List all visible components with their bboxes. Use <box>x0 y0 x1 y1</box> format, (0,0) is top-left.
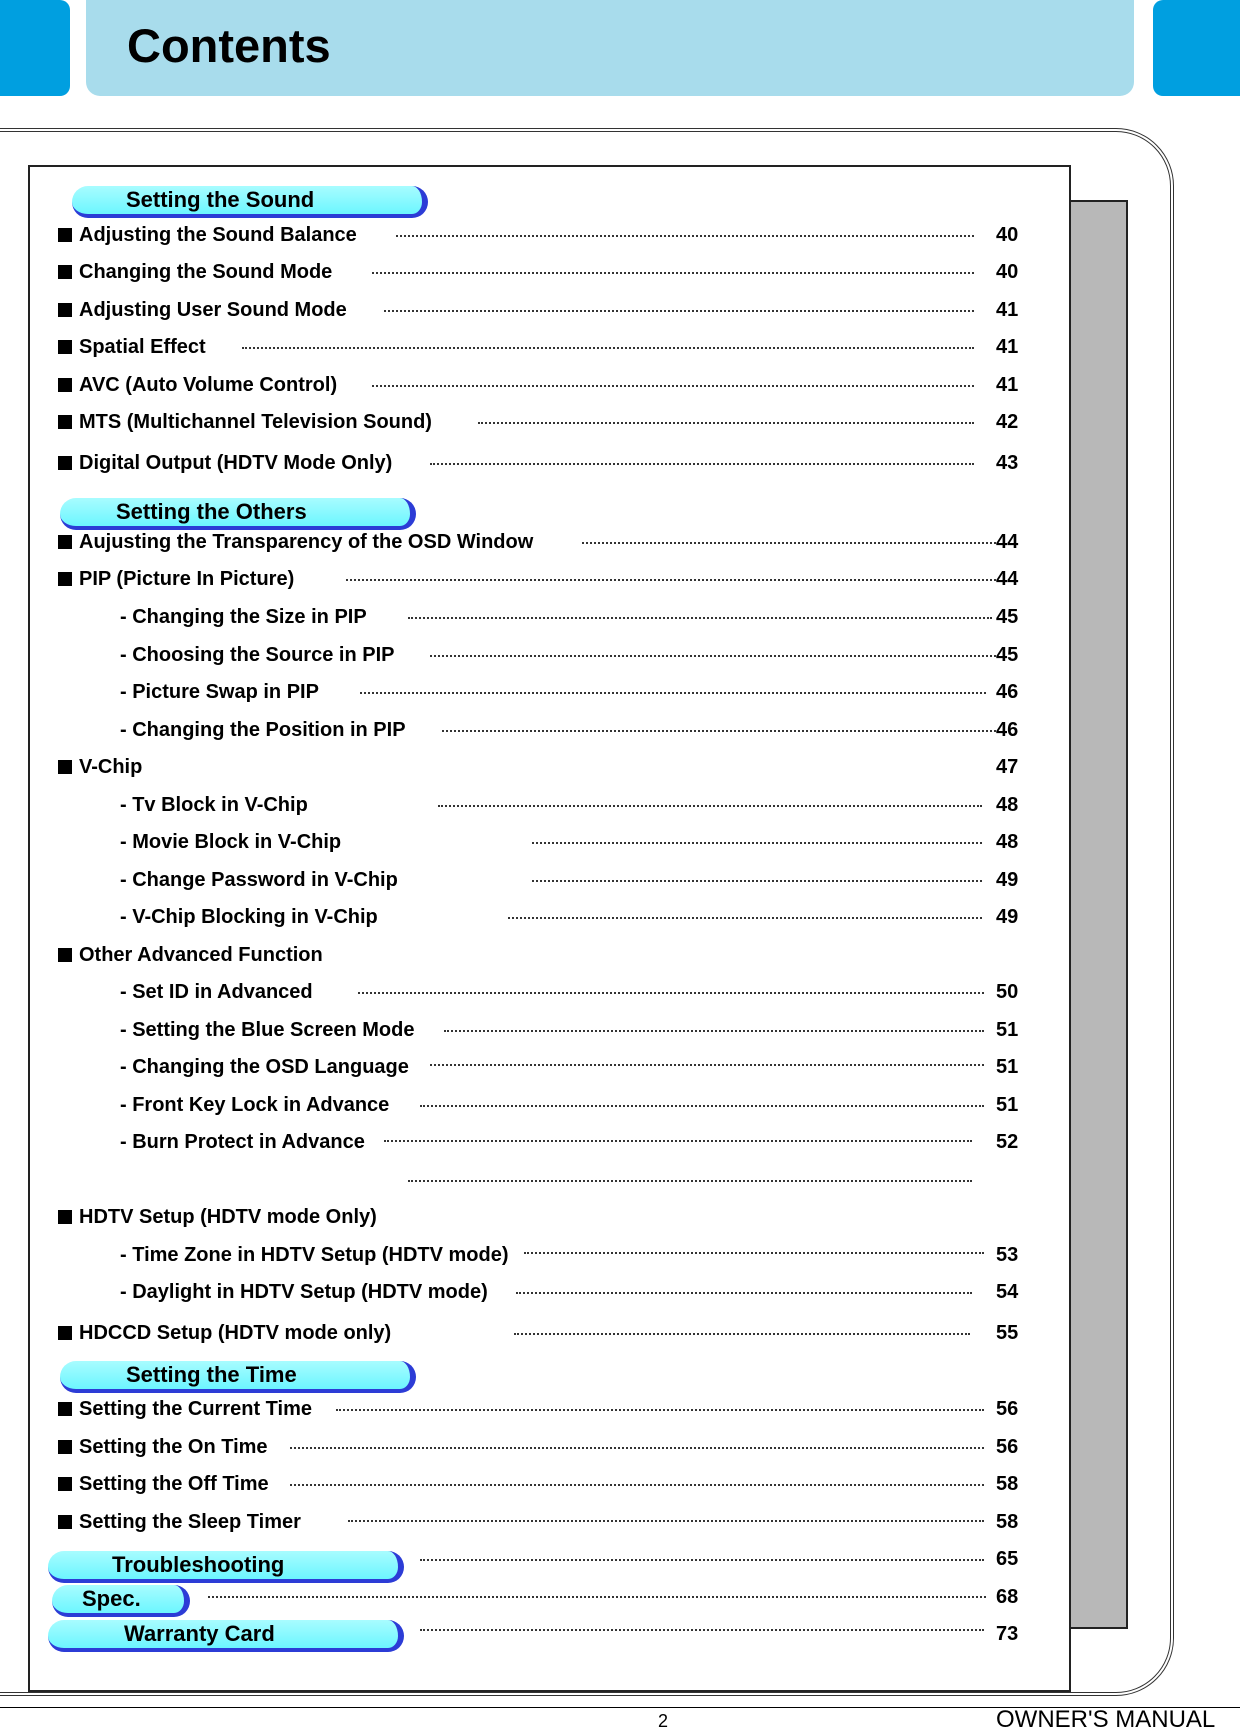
bullet-square <box>58 1402 72 1416</box>
dot-leader <box>420 1559 984 1561</box>
toc-entry[interactable]: AVC (Auto Volume Control) <box>58 373 337 397</box>
page-number: 51 <box>996 1019 1019 1041</box>
bullet-square <box>58 535 72 549</box>
toc-subentry[interactable]: - Change Password in V-Chip <box>120 869 398 891</box>
section-title: Troubleshooting <box>112 1552 285 1577</box>
toc-entry[interactable]: Spatial Effect <box>58 335 206 359</box>
page-number: 47 <box>996 756 1019 778</box>
toc-subentry[interactable]: - Time Zone in HDTV Setup (HDTV mode) <box>120 1244 509 1266</box>
dot-leader <box>372 272 974 274</box>
toc-subentry[interactable]: - Front Key Lock in Advance <box>120 1094 390 1116</box>
dot-leader <box>396 235 974 237</box>
page-number: 51 <box>996 1094 1019 1116</box>
page-number: 44 <box>996 568 1019 590</box>
toc-entry[interactable]: Setting the On Time <box>58 1435 268 1459</box>
section-header-warranty[interactable] <box>48 1620 404 1652</box>
toc-entry[interactable]: V-Chip <box>58 755 142 779</box>
dot-leader <box>524 1252 984 1254</box>
bullet-square <box>58 456 72 470</box>
page-title: Contents <box>127 19 331 72</box>
toc-entry[interactable]: HDCCD Setup (HDTV mode only) <box>58 1321 391 1345</box>
toc-subentry[interactable]: - Burn Protect in Advance <box>120 1131 365 1153</box>
page-number: 48 <box>996 794 1019 816</box>
dot-leader <box>358 992 984 994</box>
toc-entry[interactable]: Setting the Current Time <box>58 1397 312 1421</box>
dot-leader <box>430 655 996 657</box>
section-title: Warranty Card <box>124 1621 275 1646</box>
dot-leader <box>442 730 996 732</box>
bullet-square <box>58 303 72 317</box>
bullet-square <box>58 1477 72 1491</box>
dot-leader <box>408 1180 972 1182</box>
toc-subentry[interactable]: - Changing the Position in PIP <box>120 719 406 741</box>
dot-leader <box>290 1447 984 1449</box>
toc-subentry[interactable]: - Choosing the Source in PIP <box>120 644 395 666</box>
dot-leader <box>348 1520 984 1522</box>
dot-leader <box>408 617 992 619</box>
page-number: 41 <box>996 299 1019 321</box>
section-title: Spec. <box>82 1586 141 1611</box>
section-title: Setting the Sound <box>126 187 315 212</box>
dot-leader <box>420 1105 984 1107</box>
page-number: 41 <box>996 374 1019 396</box>
page-number: 46 <box>996 719 1019 741</box>
dot-leader <box>372 385 974 387</box>
page-number: 49 <box>996 906 1019 928</box>
toc-subentry[interactable]: - Setting the Blue Screen Mode <box>120 1019 415 1041</box>
dot-leader <box>360 692 986 694</box>
bullet-square <box>58 378 72 392</box>
bullet-square <box>58 1440 72 1454</box>
page-number: 43 <box>996 452 1019 474</box>
section-header-spec[interactable] <box>52 1585 190 1617</box>
dot-leader <box>336 1409 984 1411</box>
page-number: 41 <box>996 336 1019 358</box>
bullet-square <box>58 228 72 242</box>
page-number: 40 <box>996 224 1019 246</box>
dot-leader <box>420 1629 984 1631</box>
dot-leader <box>242 347 974 349</box>
dot-leader <box>516 1292 972 1294</box>
dot-leader <box>532 880 982 882</box>
dot-leader <box>582 542 996 544</box>
dot-leader <box>430 1064 984 1066</box>
toc-subentry[interactable]: - V-Chip Blocking in V-Chip <box>120 906 378 928</box>
dot-leader <box>384 310 974 312</box>
page-number: 49 <box>996 869 1019 891</box>
page-number: 58 <box>996 1511 1019 1533</box>
toc-entry[interactable]: Changing the Sound Mode <box>58 260 332 284</box>
page-number: 55 <box>996 1322 1019 1344</box>
section-title: Setting the Others <box>116 499 307 524</box>
toc-subentry[interactable]: - Set ID in Advanced <box>120 981 313 1003</box>
footer-manual-label: OWNER'S MANUAL <box>996 1706 1216 1733</box>
toc-entry[interactable]: Setting the Off Time <box>58 1472 269 1496</box>
bullet-square <box>58 1326 72 1340</box>
page-number: 51 <box>996 1056 1019 1078</box>
bullet-square <box>58 1210 72 1224</box>
dot-leader <box>438 805 982 807</box>
toc-entry[interactable]: Digital Output (HDTV Mode Only) <box>58 451 392 475</box>
toc-entry[interactable]: Other Advanced Function <box>58 943 323 967</box>
bullet-square <box>58 760 72 774</box>
page-number: 56 <box>996 1398 1019 1420</box>
toc-entry[interactable]: Adjusting User Sound Mode <box>58 298 347 322</box>
section-title: Setting the Time <box>126 1362 297 1387</box>
page-number: 54 <box>996 1281 1019 1303</box>
toc-subentry[interactable]: - Picture Swap in PIP <box>120 681 319 703</box>
section-header-time[interactable] <box>60 1361 416 1393</box>
toc-subentry[interactable]: - Daylight in HDTV Setup (HDTV mode) <box>120 1281 488 1303</box>
toc-subentry[interactable]: - Tv Block in V-Chip <box>120 794 308 816</box>
page-number: 58 <box>996 1473 1019 1495</box>
page-number: 53 <box>996 1244 1019 1266</box>
section-header-sound[interactable] <box>72 186 428 218</box>
toc-subentry[interactable]: - Movie Block in V-Chip <box>120 831 342 853</box>
page-number: 52 <box>996 1131 1019 1153</box>
bullet-square <box>58 265 72 279</box>
dot-leader <box>430 463 974 465</box>
page-number: 46 <box>996 681 1019 703</box>
section-header-others[interactable] <box>60 498 416 530</box>
dot-leader <box>532 842 982 844</box>
toc-entry[interactable]: PIP (Picture In Picture) <box>58 567 294 591</box>
dot-leader <box>290 1484 984 1486</box>
page-number: 65 <box>996 1548 1019 1570</box>
page-number: 68 <box>996 1586 1019 1608</box>
page-number: 45 <box>996 606 1019 628</box>
page-number: 50 <box>996 981 1019 1003</box>
footer-page-number: 2 <box>658 1711 669 1731</box>
bullet-square <box>58 1515 72 1529</box>
bullet-square <box>58 340 72 354</box>
toc-subentry[interactable]: - Changing the OSD Language <box>120 1056 409 1078</box>
dot-leader <box>514 1333 970 1335</box>
toc-subentry[interactable]: - Changing the Size in PIP <box>120 606 367 628</box>
section-header-troubleshooting[interactable] <box>48 1551 404 1583</box>
header-left-block <box>0 0 70 96</box>
toc-entry[interactable]: Aujusting the Transparency of the OSD Window <box>58 530 533 554</box>
page-number: 42 <box>996 411 1019 433</box>
page-number: 56 <box>996 1436 1019 1458</box>
page-number: 48 <box>996 831 1019 853</box>
dot-leader <box>346 579 996 581</box>
page-number: 44 <box>996 531 1019 553</box>
dot-leader <box>508 917 982 919</box>
page-number: 40 <box>996 261 1019 283</box>
bullet-square <box>58 415 72 429</box>
dot-leader <box>384 1140 972 1142</box>
toc-entry[interactable]: Setting the Sleep Timer <box>58 1510 301 1534</box>
bullet-square <box>58 572 72 586</box>
dot-leader <box>444 1030 984 1032</box>
toc-entry[interactable]: MTS (Multichannel Television Sound) <box>58 410 432 434</box>
bullet-square <box>58 948 72 962</box>
toc-entry[interactable]: Adjusting the Sound Balance <box>58 223 357 247</box>
dot-leader <box>478 422 974 424</box>
page-number: 45 <box>996 644 1019 666</box>
page-number: 73 <box>996 1623 1019 1645</box>
toc-entry[interactable]: HDTV Setup (HDTV mode Only) <box>58 1205 377 1229</box>
dot-leader <box>208 1596 986 1598</box>
header-right-block <box>1153 0 1240 96</box>
